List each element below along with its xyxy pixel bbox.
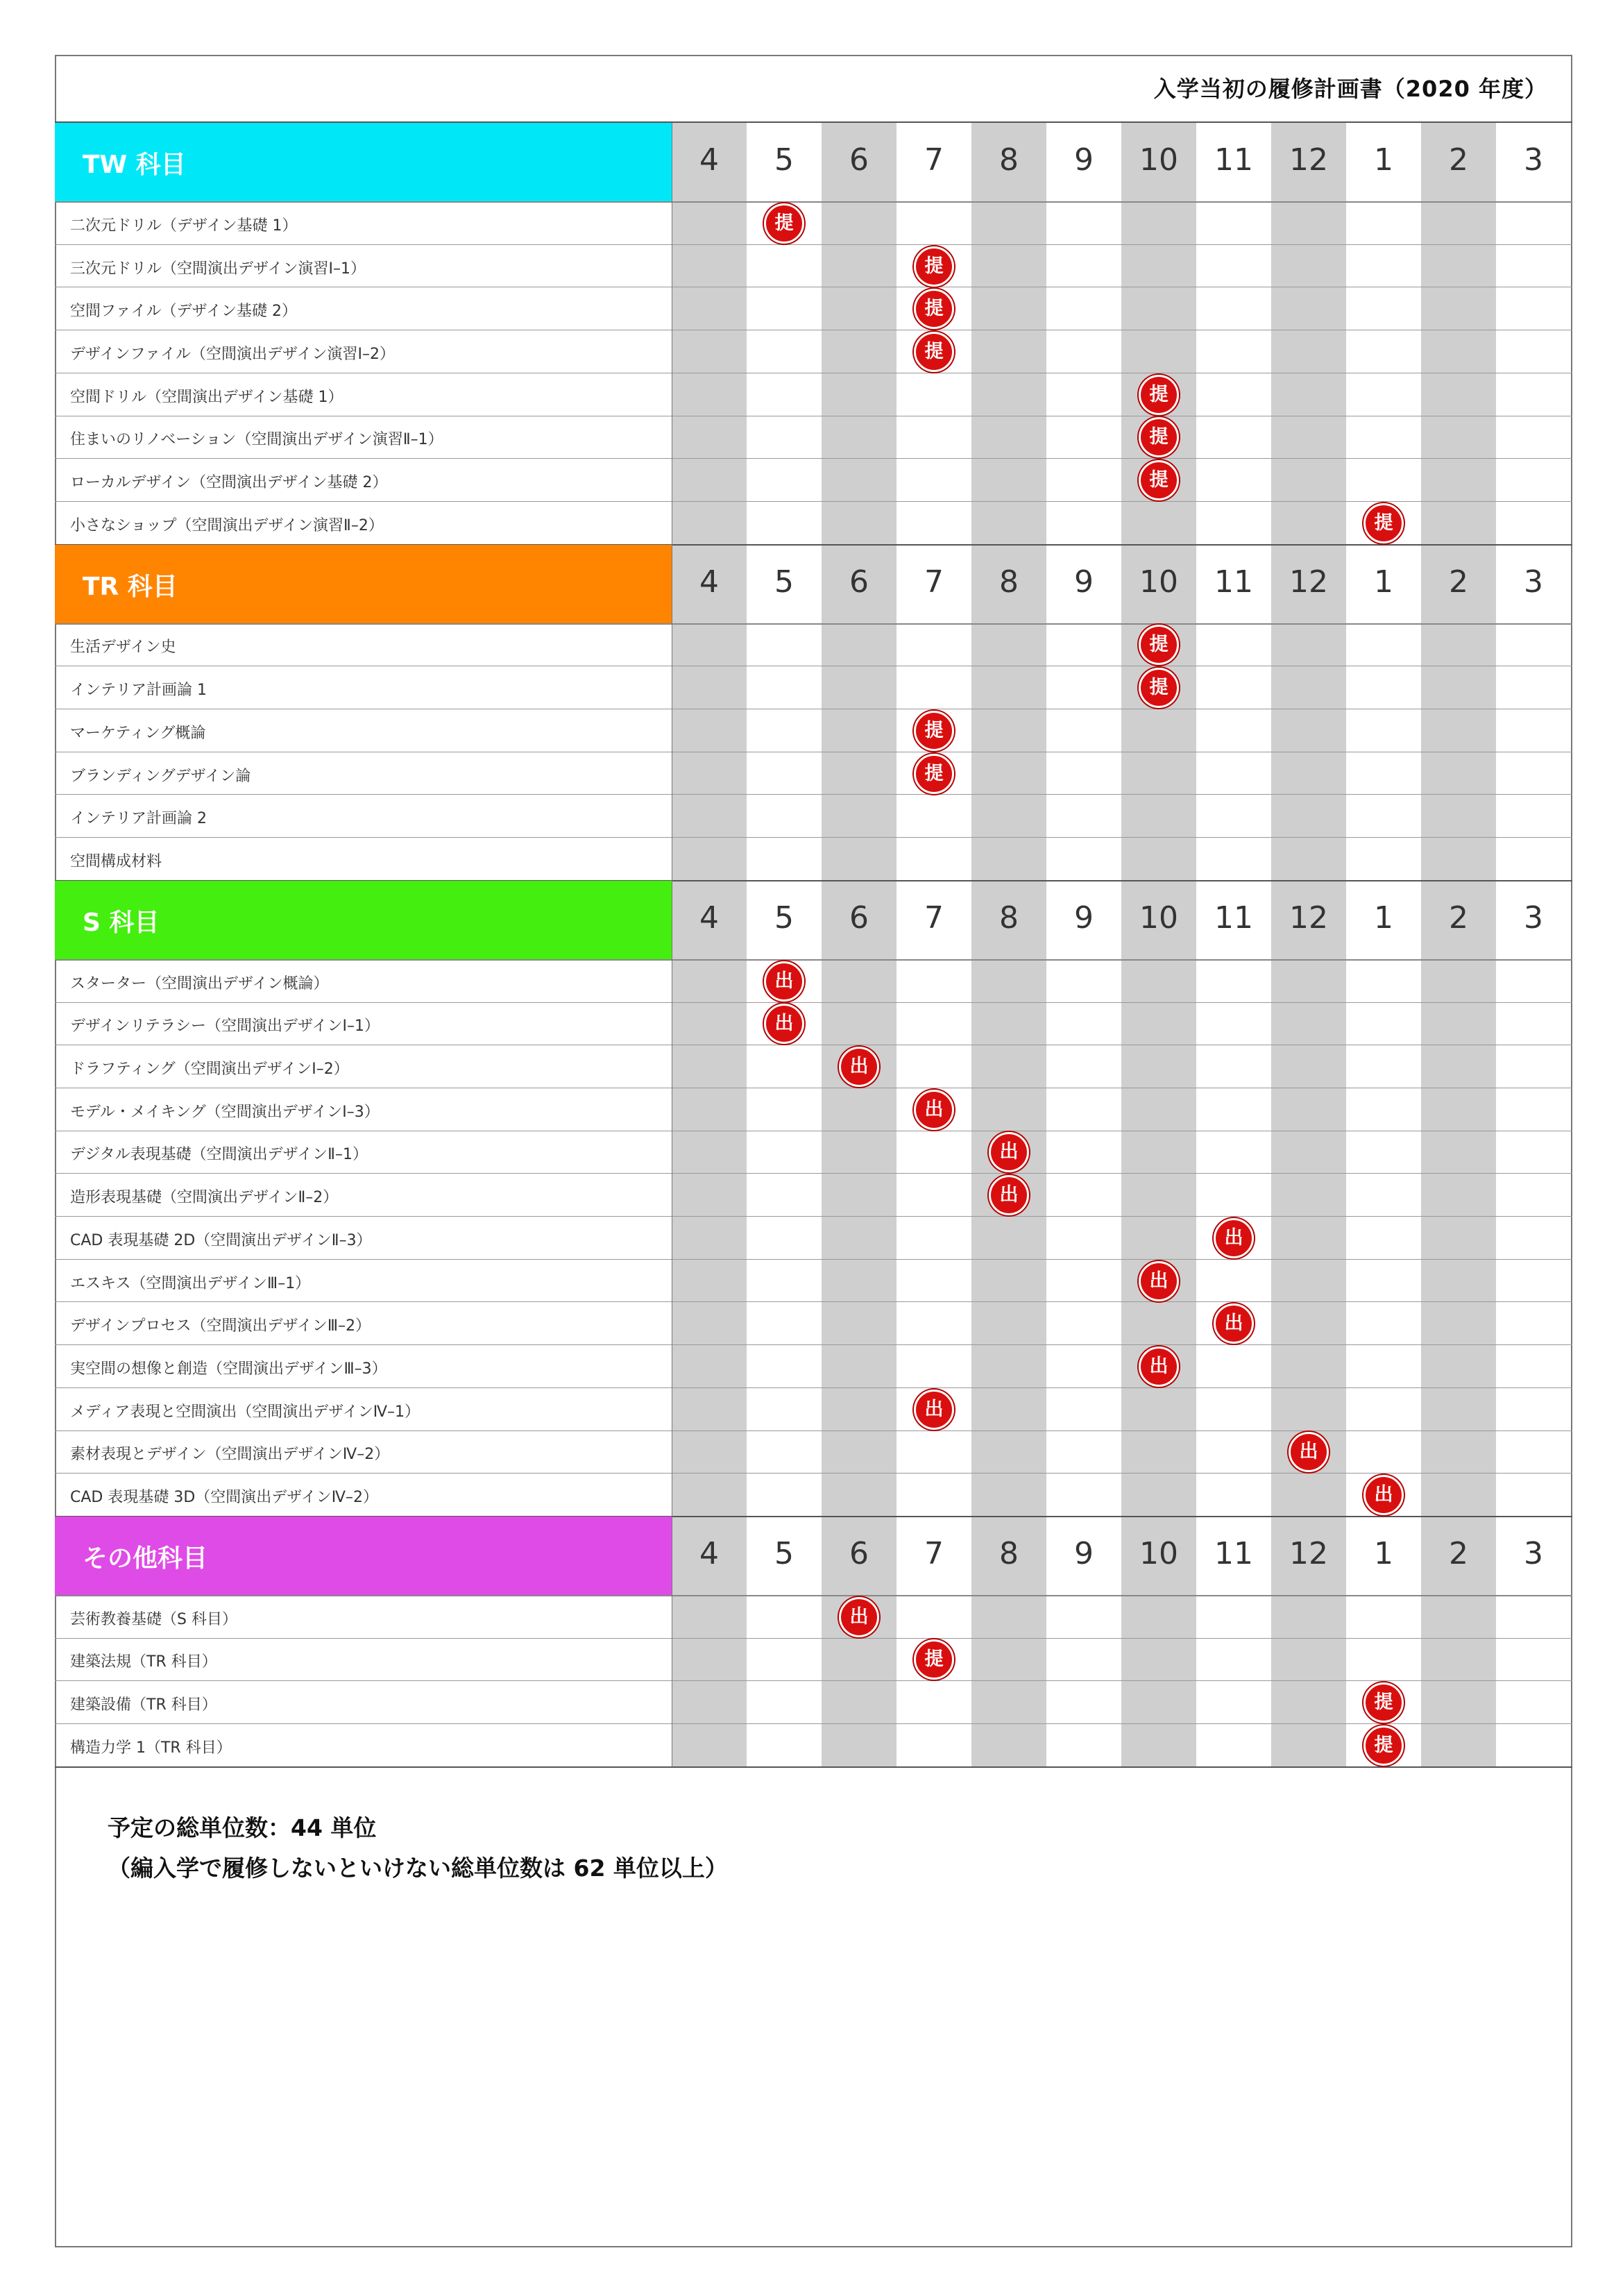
course-name: スターター（空間演出デザイン概論） — [70, 974, 329, 993]
month-header: 10 — [1139, 564, 1178, 600]
month-header: 11 — [1214, 900, 1253, 936]
row-divider — [55, 201, 1572, 203]
row-divider — [55, 623, 1572, 625]
row-divider — [55, 1723, 1572, 1724]
submission-mark: 提 — [1139, 668, 1179, 708]
submission-mark: 提 — [1363, 503, 1404, 543]
row-divider — [55, 1173, 1572, 1174]
attendance-mark: 出 — [989, 1175, 1029, 1215]
section-header — [55, 545, 672, 624]
shaded-column — [1121, 960, 1196, 1517]
submission-mark: 提 — [914, 332, 954, 372]
month-header: 5 — [774, 900, 794, 936]
course-name: CAD 表現基礎 2D（空間演出デザインⅡ–3） — [70, 1231, 372, 1249]
attendance-mark: 出 — [1363, 1475, 1404, 1515]
row-divider — [55, 458, 1572, 459]
document-title: 入学当初の履修計画書（2020 年度） — [1153, 76, 1547, 102]
attendance-mark: 出 — [1289, 1432, 1329, 1472]
month-header: 3 — [1524, 564, 1543, 600]
shaded-column — [1421, 624, 1496, 881]
month-header: 9 — [1074, 564, 1094, 600]
month-header: 11 — [1214, 1535, 1253, 1571]
course-name: 実空間の想像と創造（空間演出デザインⅢ–3） — [70, 1360, 387, 1378]
month-header: 3 — [1524, 1535, 1543, 1571]
attendance-mark: 出 — [989, 1132, 1029, 1172]
course-name: インテリア計画論 1 — [70, 682, 207, 700]
submission-mark: 提 — [764, 203, 804, 244]
month-header: 8 — [999, 900, 1019, 936]
attendance-mark: 出 — [1139, 1347, 1179, 1387]
row-divider — [55, 501, 1572, 502]
attendance-mark: 出 — [1214, 1303, 1254, 1344]
row-divider — [55, 1387, 1572, 1388]
course-plan-table — [55, 123, 1572, 1767]
row-divider — [55, 1595, 1572, 1596]
shaded-column — [971, 960, 1046, 1517]
shaded-column — [1271, 624, 1346, 881]
row-divider — [55, 794, 1572, 795]
month-header: 11 — [1214, 564, 1253, 600]
month-header: 5 — [774, 142, 794, 178]
shaded-column — [672, 202, 747, 545]
shaded-column — [1421, 960, 1496, 1517]
shaded-column — [822, 960, 897, 1517]
submission-mark: 提 — [914, 246, 954, 287]
section-label: TW 科目 — [83, 151, 186, 179]
submission-mark: 提 — [1363, 1725, 1404, 1766]
credits-summary — [108, 1808, 728, 1889]
attendance-mark: 出 — [839, 1047, 879, 1087]
course-name: 芸術教養基礎（S 科目） — [70, 1610, 237, 1628]
row-divider — [55, 1301, 1572, 1302]
course-name: デジタル表現基礎（空間演出デザインⅡ–1） — [70, 1146, 368, 1164]
row-divider — [55, 959, 1572, 961]
submission-mark: 提 — [1139, 375, 1179, 415]
month-header: 4 — [699, 900, 719, 936]
month-header: 2 — [1449, 1535, 1468, 1571]
attendance-mark: 出 — [764, 1004, 804, 1044]
shaded-column — [1421, 202, 1496, 545]
row-divider — [55, 1430, 1572, 1431]
row-divider — [55, 1680, 1572, 1681]
course-name: 小さなショップ（空間演出デザイン演習Ⅱ–2） — [70, 516, 384, 534]
course-name: メディア表現と空間演出（空間演出デザインⅣ–1） — [70, 1403, 420, 1421]
course-name: ローカルデザイン（空間演出デザイン基礎 2） — [70, 474, 388, 492]
course-name: 空間ファイル（デザイン基礎 2） — [70, 303, 298, 321]
month-header: 6 — [849, 564, 869, 600]
month-header: 9 — [1074, 1535, 1094, 1571]
month-header: 7 — [924, 900, 944, 936]
course-name: 三次元ドリル（空間演出デザイン演習Ⅰ–1） — [70, 260, 366, 278]
month-header: 10 — [1139, 142, 1178, 178]
month-header: 12 — [1289, 142, 1328, 178]
course-name: 素材表現とデザイン（空間演出デザインⅣ–2） — [70, 1446, 390, 1464]
submission-mark: 提 — [1139, 417, 1179, 457]
course-name: エスキス（空間演出デザインⅢ–1） — [70, 1274, 311, 1292]
month-header: 7 — [924, 564, 944, 600]
attendance-mark: 出 — [914, 1090, 954, 1130]
month-header: 10 — [1139, 900, 1178, 936]
course-name: デザインリテラシー（空間演出デザインⅠ–1） — [70, 1018, 380, 1036]
submission-mark: 提 — [1139, 625, 1179, 665]
submission-mark: 提 — [1363, 1682, 1404, 1723]
row-divider — [55, 1638, 1572, 1639]
row-divider — [55, 1344, 1572, 1345]
course-name: ブランディングデザイン論 — [70, 767, 251, 785]
submission-mark: 提 — [914, 289, 954, 329]
month-header: 6 — [849, 900, 869, 936]
month-header: 7 — [924, 1535, 944, 1571]
attendance-mark: 出 — [839, 1597, 879, 1637]
month-header: 8 — [999, 564, 1019, 600]
attendance-mark: 出 — [1139, 1261, 1179, 1301]
attendance-mark: 出 — [764, 961, 804, 1002]
row-divider — [55, 1473, 1572, 1474]
month-header: 12 — [1289, 1535, 1328, 1571]
month-header: 1 — [1374, 142, 1393, 178]
shaded-column — [822, 624, 897, 881]
course-name: 造形表現基礎（空間演出デザインⅡ–2） — [70, 1189, 339, 1207]
submission-mark: 提 — [914, 1639, 954, 1680]
row-divider — [55, 1216, 1572, 1217]
course-name: 空間構成材料 — [70, 852, 162, 870]
month-header: 4 — [699, 1535, 719, 1571]
section-label: TR 科目 — [83, 572, 178, 601]
month-header: 1 — [1374, 564, 1393, 600]
course-name: 二次元ドリル（デザイン基礎 1） — [70, 217, 298, 235]
month-header: 9 — [1074, 900, 1094, 936]
shaded-column — [822, 202, 897, 545]
month-header: 3 — [1524, 900, 1543, 936]
course-name: 建築設備（TR 科目） — [70, 1696, 217, 1714]
attendance-mark: 出 — [914, 1390, 954, 1430]
course-name: インテリア計画論 2 — [70, 810, 207, 828]
month-header: 7 — [924, 142, 944, 178]
course-name: 空間ドリル（空間演出デザイン基礎 1） — [70, 388, 343, 406]
month-header: 10 — [1139, 1535, 1178, 1571]
course-name: 住まいのリノベーション（空間演出デザイン演習Ⅱ–1） — [70, 431, 443, 449]
section-header — [55, 881, 672, 960]
submission-mark: 提 — [914, 754, 954, 794]
shaded-column — [672, 624, 747, 881]
row-divider — [55, 837, 1572, 838]
month-header: 4 — [699, 564, 719, 600]
section-header — [55, 1517, 672, 1596]
submission-mark: 提 — [914, 711, 954, 751]
month-header: 4 — [699, 142, 719, 178]
shaded-column — [971, 202, 1046, 545]
row-divider — [55, 1766, 1572, 1768]
month-header: 5 — [774, 1535, 794, 1571]
month-header: 3 — [1524, 142, 1543, 178]
month-header: 8 — [999, 142, 1019, 178]
course-name: デザインファイル（空間演出デザイン演習Ⅰ–2） — [70, 345, 395, 363]
month-header: 1 — [1374, 900, 1393, 936]
month-header: 6 — [849, 142, 869, 178]
month-header: 2 — [1449, 564, 1468, 600]
title-row — [55, 55, 1572, 123]
course-name: CAD 表現基礎 3D（空間演出デザインⅣ–2） — [70, 1489, 379, 1507]
course-name: 構造力学 1（TR 科目） — [70, 1739, 232, 1757]
section-label: S 科目 — [83, 908, 160, 937]
shaded-column — [971, 624, 1046, 881]
section-label: その他科目 — [83, 1544, 208, 1573]
month-header: 6 — [849, 1535, 869, 1571]
course-name: 建築法規（TR 科目） — [70, 1653, 217, 1671]
row-divider — [55, 1259, 1572, 1260]
row-divider — [55, 1002, 1572, 1003]
month-header: 11 — [1214, 142, 1253, 178]
month-header: 2 — [1449, 142, 1468, 178]
shaded-column — [1271, 202, 1346, 545]
month-header: 9 — [1074, 142, 1094, 178]
section-header — [55, 123, 672, 202]
shaded-column — [672, 960, 747, 1517]
course-name: モデル・メイキング（空間演出デザインⅠ–3） — [70, 1103, 380, 1121]
course-name: マーケティング概論 — [70, 724, 206, 742]
submission-mark: 提 — [1139, 460, 1179, 500]
required-credits-note: （編入学で履修しないといけない総単位数は 62 単位以上） — [108, 1855, 728, 1882]
month-header: 8 — [999, 1535, 1019, 1571]
attendance-mark: 出 — [1214, 1218, 1254, 1258]
month-header: 5 — [774, 564, 794, 600]
month-header: 2 — [1449, 900, 1468, 936]
month-header: 1 — [1374, 1535, 1393, 1571]
course-name: 生活デザイン史 — [70, 639, 176, 657]
course-name: ドラフティング（空間演出デザインⅠ–2） — [70, 1061, 349, 1079]
total-credits-line: 予定の総単位数：44 単位 — [108, 1814, 377, 1841]
row-divider — [55, 244, 1572, 245]
course-name: デザインプロセス（空間演出デザインⅢ–2） — [70, 1317, 371, 1335]
month-header: 12 — [1289, 564, 1328, 600]
month-header: 12 — [1289, 900, 1328, 936]
